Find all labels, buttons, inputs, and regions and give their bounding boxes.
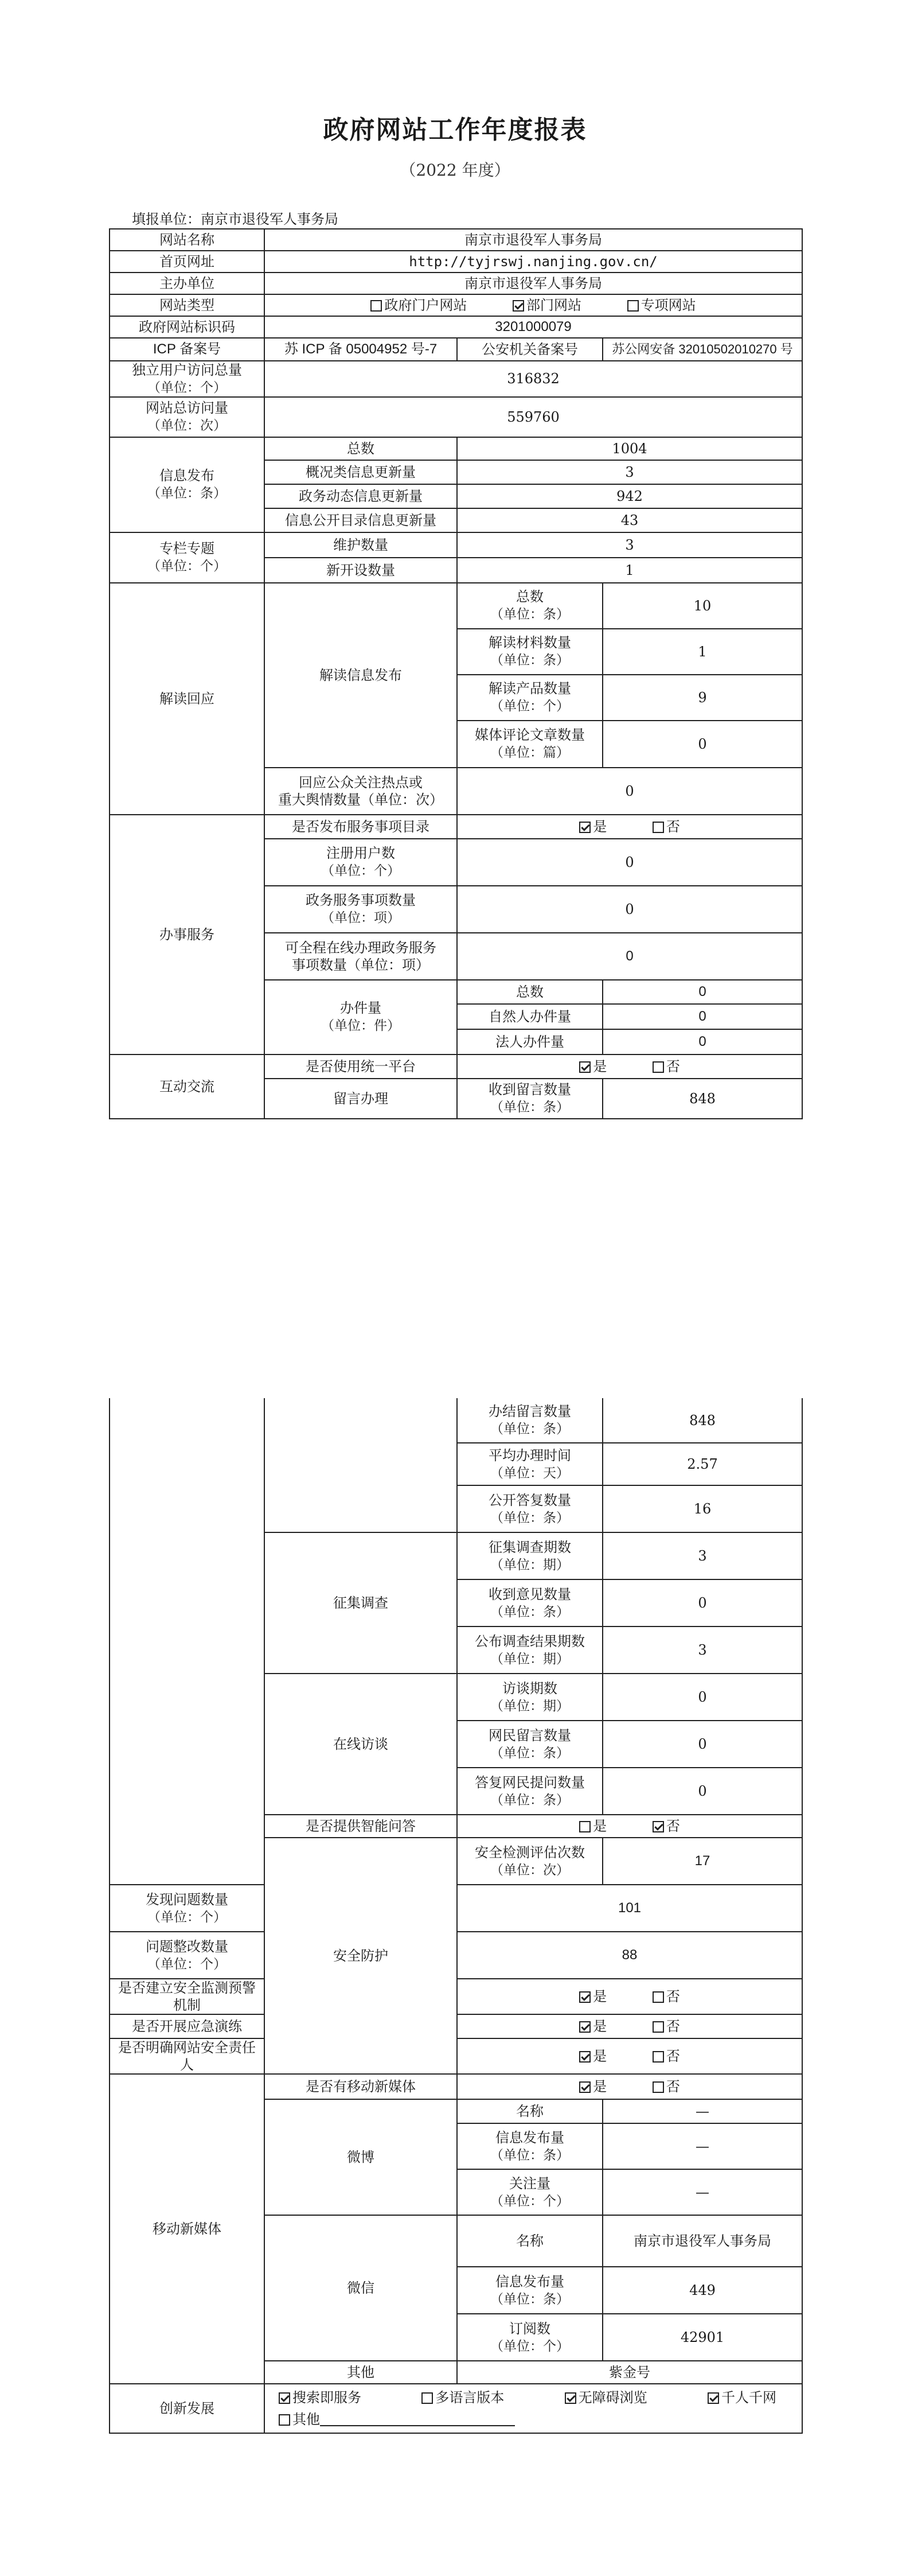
label-home-url: 首页网址 (110, 251, 264, 273)
info-row-value: 43 (457, 508, 802, 532)
interpret-row-label: 解读产品数量 （单位：个） (457, 675, 603, 721)
innovation-options-row (279, 2389, 799, 2406)
checkbox-checked-icon (579, 1061, 591, 1073)
smart-qa-label: 是否提供智能问答 (264, 1815, 457, 1838)
smart-qa-options (457, 1815, 802, 1838)
survey-row-label: 公布调查结果期数 （单位：期） (457, 1626, 603, 1674)
interact-row-label: 平均办理时间 （单位：天） (457, 1443, 603, 1485)
report-title: 政府网站工作年度报表 (323, 115, 587, 145)
wechat-label: 微信 (264, 2215, 457, 2361)
service-handle-row-value: 0 (603, 1029, 802, 1054)
wechat-name-value: 南京市退役军人事务局 (603, 2215, 802, 2267)
row-service-catalog (110, 815, 802, 839)
checkbox-icon (279, 2414, 290, 2426)
column-row-label: 新开设数量 (264, 558, 457, 583)
checkbox-icon (579, 1821, 591, 1832)
checkbox-checked-icon (653, 1821, 664, 1832)
wechat-name-label: 名称 (457, 2215, 603, 2267)
interact-platform-options (457, 1054, 802, 1079)
wechat-row-value: 449 (603, 2267, 802, 2314)
service-handle-label: 办件量 （单位：件） (264, 980, 457, 1054)
info-row-label: 政务动态信息更新量 (264, 484, 457, 508)
checkbox-checked-icon (565, 2392, 576, 2404)
media-has-label: 是否有移动新媒体 (264, 2074, 457, 2099)
security-row-label: 安全检测评估次数 （单位：次） (457, 1838, 603, 1885)
info-row-value: 3 (457, 460, 802, 484)
filler-unit: 填报单位：南京市退役军人事务局 (132, 211, 338, 227)
online-row-value: 0 (603, 1768, 802, 1815)
interact-platform-yes: 是 (579, 1058, 607, 1075)
value-police: 苏公网安备 32010502010270 号 (603, 338, 802, 361)
option-special-label: 专项网站 (640, 297, 696, 313)
row-home-url (110, 251, 802, 273)
smart-qa-yes: 是 (579, 1818, 607, 1835)
interact-platform-no: 否 (653, 1058, 680, 1075)
option-yes: 是 (579, 1988, 607, 2005)
innovation-other: 其他 (279, 2411, 799, 2428)
row-interact-closed (110, 1398, 802, 1443)
wechat-row-label: 订阅数 （单位：个） (457, 2314, 603, 2361)
service-users-label: 注册用户数 （单位：个） (264, 839, 457, 886)
interpret-row-value: 10 (603, 583, 802, 629)
checkbox-checked-icon (579, 1991, 591, 2003)
checkbox-icon (421, 2392, 433, 2404)
checkbox-icon (653, 2081, 664, 2093)
column-row-label: 维护数量 (264, 532, 457, 558)
interact-row-value: 2.57 (603, 1443, 802, 1485)
option-yes: 是 (579, 2078, 607, 2095)
service-handle-row-label: 法人办件量 (457, 1029, 603, 1054)
interpret-row-label: 总数 （单位：条） (457, 583, 603, 629)
section-interpret: 解读回应 (110, 583, 264, 815)
survey-row-value: 3 (603, 1626, 802, 1674)
survey-row-label: 收到意见数量 （单位：条） (457, 1579, 603, 1626)
security-yn-label: 是否建立安全监测预警机制 (110, 1979, 264, 2014)
security-yn-options (457, 2038, 802, 2074)
interpret-sub-label: 解读信息发布 (264, 583, 457, 768)
section-info: 信息发布 （单位：条） (110, 437, 264, 532)
interpret-hot-label: 回应公众关注热点或 重大舆情数量（单位：次） (264, 768, 457, 815)
value-site-name: 南京市退役军人事务局 (264, 229, 802, 251)
security-row-value: 88 (457, 1932, 802, 1979)
option-portal (370, 297, 467, 314)
label-uv: 独立用户访问总量 （单位：个） (110, 361, 264, 397)
checkbox-icon (653, 2021, 664, 2033)
service-catalog-options (457, 815, 802, 839)
row-site-name (110, 229, 802, 251)
security-row-value: 17 (603, 1838, 802, 1885)
interpret-row-label: 媒体评论文章数量 （单位：篇） (457, 721, 603, 768)
info-row-label: 概况类信息更新量 (264, 460, 457, 484)
interact-online-label: 在线访谈 (264, 1674, 457, 1815)
innovation-option-personalized: 千人千网 (708, 2389, 776, 2406)
option-yes: 是 (579, 2018, 607, 2035)
security-row-label: 发现问题数量 （单位：个） (110, 1885, 264, 1932)
row-icp (110, 338, 802, 361)
option-yes: 是 (579, 2048, 607, 2065)
service-catalog-label: 是否发布服务事项目录 (264, 815, 457, 839)
checkbox-checked-icon (579, 2021, 591, 2033)
weibo-row-value: — (603, 2169, 802, 2215)
interact-msg-continued (264, 1398, 457, 1532)
site-type-options (264, 294, 802, 316)
service-items-value: 0 (457, 886, 802, 933)
section-interact-continued (110, 1398, 264, 1885)
row-innovation (110, 2384, 802, 2433)
service-handle-row-value: 0 (603, 980, 802, 1004)
weibo-row-value: — (603, 2123, 802, 2169)
row-pv (110, 397, 802, 437)
interact-platform-label: 是否使用统一平台 (264, 1054, 457, 1079)
survey-row-label: 征集调查期数 （单位：期） (457, 1532, 603, 1579)
value-home-url: http://tyjrswj.nanjing.gov.cn/ (264, 251, 802, 273)
innovation-options (264, 2384, 802, 2433)
innovation-option-multilang: 多语言版本 (421, 2389, 504, 2406)
weibo-row-value: — (603, 2099, 802, 2123)
media-other-value: 紫金号 (457, 2361, 802, 2384)
row-sponsor (110, 273, 802, 294)
label-pv: 网站总访问量 （单位：次） (110, 397, 264, 437)
online-row-label: 网民留言数量 （单位：条） (457, 1721, 603, 1768)
label-sponsor: 主办单位 (110, 273, 264, 294)
checkbox-checked-icon (279, 2392, 290, 2404)
row-interact-platform (110, 1054, 802, 1079)
column-row-value: 1 (457, 558, 802, 583)
weibo-row-label: 名称 (457, 2099, 603, 2123)
service-handle-row-value: 0 (603, 1004, 802, 1029)
option-special (627, 297, 696, 314)
option-no: 否 (653, 2048, 680, 2065)
section-column: 专栏专题 （单位：个） (110, 532, 264, 583)
option-no: 否 (653, 1988, 680, 2005)
checkbox-checked-icon (708, 2392, 719, 2404)
survey-row-value: 0 (603, 1579, 802, 1626)
row-site-id (110, 316, 802, 338)
value-site-id: 3201000079 (264, 316, 802, 338)
interact-row-value: 848 (603, 1398, 802, 1443)
checkbox-icon (653, 822, 664, 833)
interpret-row-value: 0 (603, 721, 802, 768)
service-handle-row-label: 自然人办件量 (457, 1004, 603, 1029)
checkbox-icon (653, 2051, 664, 2063)
interpret-hot-value: 0 (457, 768, 802, 815)
service-online-value: 0 (457, 933, 802, 980)
option-no: 否 (653, 2018, 680, 2035)
interact-msg-label: 留言办理 (264, 1079, 457, 1119)
checkbox-checked-icon (579, 2081, 591, 2093)
checkbox-department-checked-icon (513, 300, 524, 312)
checkbox-special-icon (627, 300, 639, 312)
value-sponsor: 南京市退役军人事务局 (264, 273, 802, 294)
interpret-row-label: 解读材料数量 （单位：条） (457, 629, 603, 675)
label-site-type: 网站类型 (110, 294, 264, 316)
label-site-name: 网站名称 (110, 229, 264, 251)
online-row-label: 答复网民提问数量 （单位：条） (457, 1768, 603, 1815)
option-portal-label: 政府门户网站 (384, 297, 467, 313)
security-yn-label: 是否开展应急演练 (110, 2014, 264, 2038)
interpret-row-value: 1 (603, 629, 802, 675)
security-yn-options (457, 2014, 802, 2038)
value-pv: 559760 (264, 397, 802, 437)
service-online-label: 可全程在线办理政务服务 事项数量（单位：项） (264, 933, 457, 980)
info-row-label: 总数 (264, 437, 457, 460)
service-items-label: 政务服务事项数量 （单位：项） (264, 886, 457, 933)
smart-qa-no: 否 (653, 1818, 680, 1835)
section-media: 移动新媒体 (110, 2074, 264, 2384)
checkbox-checked-icon (579, 2051, 591, 2063)
row-interpret-total (110, 583, 802, 629)
interact-survey-label: 征集调查 (264, 1532, 457, 1674)
wechat-row-value: 42901 (603, 2314, 802, 2361)
weibo-label: 微博 (264, 2099, 457, 2215)
label-icp: ICP 备案号 (110, 338, 264, 361)
online-row-value: 0 (603, 1721, 802, 1768)
row-site-type (110, 294, 802, 316)
row-info-total (110, 437, 802, 460)
security-yn-label: 是否明确网站安全责任人 (110, 2038, 264, 2074)
innovation-option-accessible: 无障碍浏览 (565, 2389, 647, 2406)
online-row-value: 0 (603, 1674, 802, 1721)
info-row-value: 1004 (457, 437, 802, 460)
info-row-label: 信息公开目录信息更新量 (264, 508, 457, 532)
section-security: 安全防护 (264, 1838, 457, 2074)
section-service: 办事服务 (110, 815, 264, 1054)
service-catalog-yes: 是 (579, 818, 607, 835)
online-row-label: 访谈期数 （单位：期） (457, 1674, 603, 1721)
security-yn-options (457, 1979, 802, 2014)
innovation-option-search: 搜索即服务 (279, 2389, 361, 2406)
row-uv (110, 361, 802, 397)
security-row-label: 问题整改数量 （单位：个） (110, 1932, 264, 1979)
interact-row-label: 办结留言数量 （单位：条） (457, 1398, 603, 1443)
value-icp: 苏 ICP 备 05004952 号-7 (264, 338, 457, 361)
section-interact: 互动交流 (110, 1054, 264, 1119)
report-year: （2022 年度） (400, 161, 510, 180)
option-department-label: 部门网站 (526, 297, 581, 313)
info-row-value: 942 (457, 484, 802, 508)
weibo-row-label: 关注量 （单位：个） (457, 2169, 603, 2215)
service-catalog-no: 否 (653, 818, 680, 835)
checkbox-checked-icon (579, 822, 591, 833)
media-has-options (457, 2074, 802, 2099)
label-police: 公安机关备案号 (457, 338, 603, 361)
interact-row-label: 公开答复数量 （单位：条） (457, 1485, 603, 1532)
other-underline (320, 2412, 515, 2426)
section-innovation: 创新发展 (110, 2384, 264, 2433)
interpret-row-value: 9 (603, 675, 802, 721)
row-media-has (110, 2074, 802, 2099)
row-column-maintain (110, 532, 802, 558)
report-table-page-2 (109, 1398, 803, 2434)
interact-row-value: 848 (603, 1079, 802, 1119)
interact-row-label: 收到留言数量 （单位：条） (457, 1079, 603, 1119)
weibo-row-label: 信息发布量 （单位：条） (457, 2123, 603, 2169)
security-row-value: 101 (457, 1885, 802, 1932)
column-row-value: 3 (457, 532, 802, 558)
report-table-page-1 (109, 228, 803, 1119)
service-handle-row-label: 总数 (457, 980, 603, 1004)
option-department (513, 297, 581, 314)
value-uv: 316832 (264, 361, 802, 397)
media-other-label: 其他 (264, 2361, 457, 2384)
checkbox-portal-icon (370, 300, 382, 312)
checkbox-icon (653, 1061, 664, 1073)
survey-row-value: 3 (603, 1532, 802, 1579)
option-no: 否 (653, 2078, 680, 2095)
interact-row-value: 16 (603, 1485, 802, 1532)
service-users-value: 0 (457, 839, 802, 886)
label-site-id: 政府网站标识码 (110, 316, 264, 338)
wechat-row-label: 信息发布量 （单位：条） (457, 2267, 603, 2314)
checkbox-icon (653, 1991, 664, 2003)
